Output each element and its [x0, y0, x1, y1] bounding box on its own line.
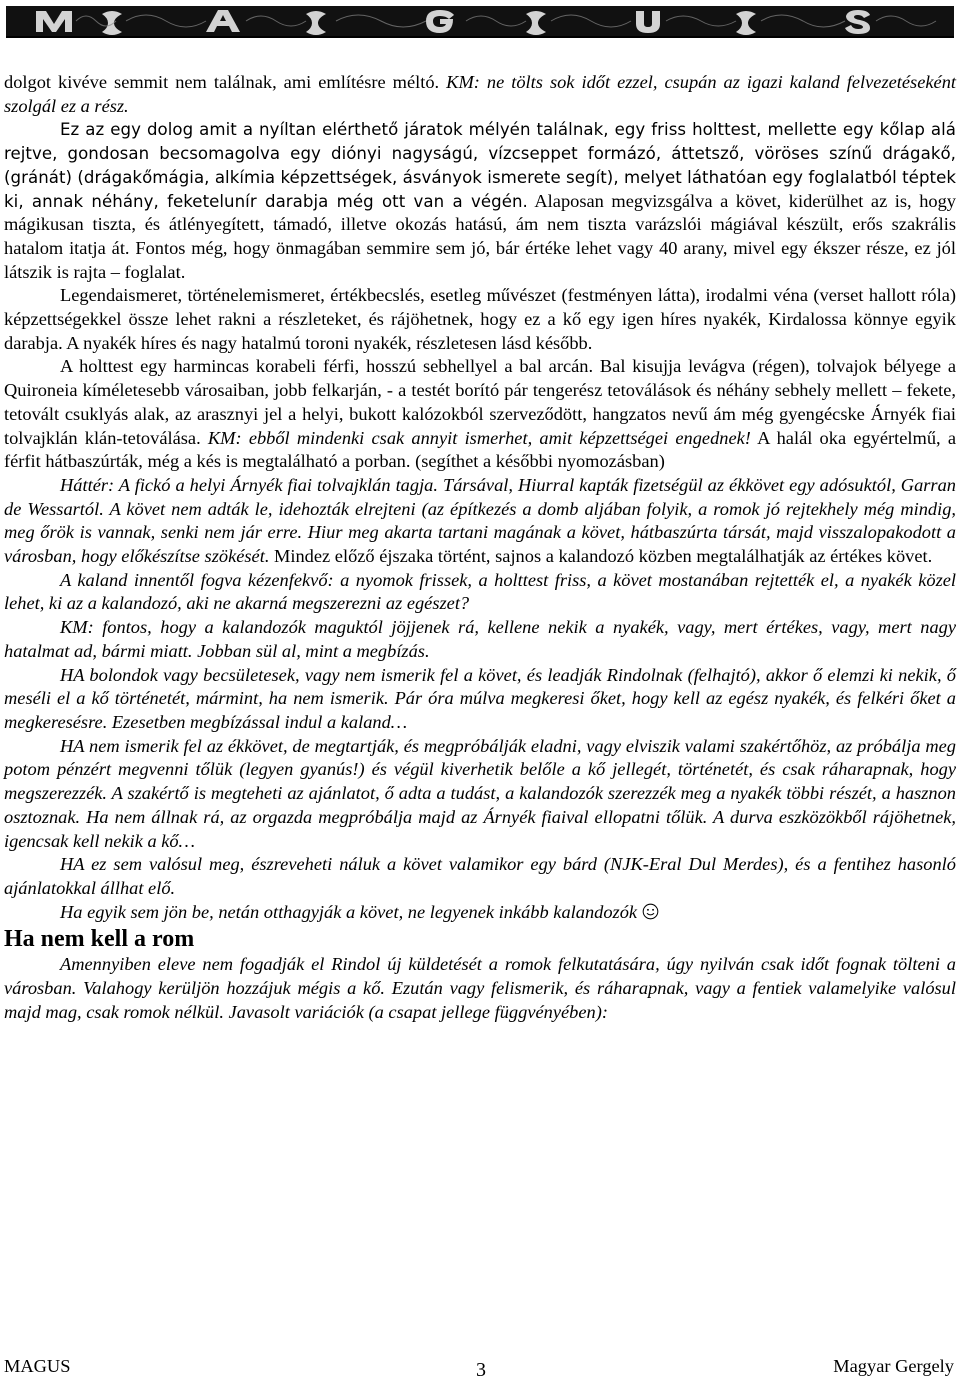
paragraph: HA bolondok vagy becsületesek, vagy nem ismerik fel a követ, és leadják Rindolnak (felhajtó), akkor ő elemzi ki nekik, ő meséli el a kő történetét, mármint, ha nem ismerik. Pár óra múlva megkeresi őket, hogy kell az egész nyakék, és felkéri őket a megkeresésre. Ezesetben megbízással indul a kaland… — [4, 664, 956, 732]
text-run: Mindez előző éjszaka történt, sajnos a kalandozó közben megtalálhatják az értékes követ. — [269, 546, 933, 567]
page-footer — [4, 1354, 954, 1381]
paragraph: HA ez sem valósul meg, észreveheti náluk a követ valamikor egy bárd (NJK-Eral Dul Merdes), és a fentihez hasonló ajánlatokkal állhat elő. — [4, 854, 956, 898]
paragraph — [4, 474, 956, 569]
text-run: Legendaismeret, történelemismeret, értékbecslés, esetleg művészet (festményen látta), irodalmi véna (verset hallott róla) képzettségekkel össze lehet rakni a részleteket, és rájöhetnek, hogy ez a kő egy igen híres nyakék, Kirdalossa könnye egyik darabja. A nyakék híres és nagy hatalmú toroni nyakék, részletesen lásd később. — [4, 285, 956, 353]
background-note: Háttér: A fickó a helyi Árnyék fiai tolvajklán tagja. Társával, Hiurral kapták fizetségül az ékkövet egy adósuktól, Garran de Wessartól. A követ nem adták le, idehozták elrejteni (az építkezés a domb aljában folyik, a romok jó rejtekhely még mindig, meg őrök is vannak, senki nem jár erre. Hiur meg akarta tartani magának a követ, hátbaszúrta társát, majd visszalopakodott a városban, hogy előkészítse szökését. — [4, 474, 956, 567]
text-run: dolgot kivéve semmit nem találnak, ami említésre méltó. — [4, 72, 447, 92]
text-run: A halál oka egyértelmű, a férfit hátbaszúrták, még a kés is megtalálható a porban. (segíthet a későbbi nyomozásban) — [4, 427, 957, 472]
paragraph — [4, 901, 956, 925]
text-run: Ha egyik sem jön be, netán otthagyják a követ, ne legyenek inkább kalandozók — [60, 901, 642, 922]
paragraph: KM: fontos, hogy a kalandozók maguktól jöjjenek rá, kellene nekik a nyakék, vagy, mert értékes, vagy, mert nagy hatalmat ad, bármi miatt. Jobban sül al, mint a megbízás. — [4, 617, 956, 661]
smiley-face-icon — [642, 903, 659, 920]
page-body — [4, 71, 956, 1024]
header-banner — [6, 6, 954, 38]
gm-note: KM: ebből mindenki csak annyit ismerhet, amit képzettségei engednek! — [207, 427, 751, 448]
paragraph — [4, 355, 956, 474]
footer-author: Magyar Gergely — [833, 1356, 954, 1376]
text-run: Ez az egy dolog amit a nyíltan elérthető járatok mélyén találnak, egy friss holttest, mellette egy kőlap alá rejtve, gondosan becsomagolva egy diónyi nagyságú, vízcseppet formázó, áttetsző, vöröses színű drágakő, (gránát) (drágakőmágia, alkímia képzettségek, ásványok ismerete segít), melyet láthatóan egy foglalatból téptek ki, annak néhány, feketelunír darabja még ott van a végén. — [4, 120, 956, 211]
paragraph: HA nem ismerik fel az ékkövet, de megtartják, és megpróbálják eladni, vagy elviszik valami szakértőhöz, az próbálja meg potom pénzért megvenni tőlük (legyen gyanús!) és végül kiverhetik belőle a kő jellegét, történetét, és csak ráharapnak, hogy megszerezzék. A szakértő is megteheti az ajánlatot, ő adta a tudást, a kalandozók szerezzék meg a nyakék többi részét, a hasznon osztoznak. Ha nem állnak rá, az orgazda megpróbálja majd az Árnyék fiaival ellopatni tőlük. A durva eszközökből rájöhetnek, igencsak kell nekik a kő… — [4, 735, 956, 851]
paragraph — [4, 71, 956, 118]
text-run: A holttest egy harmincas korabeli férfi, hosszú sebhellyel a bal arcán. Bal kisujja levágva (régen), tolvajok bélyege a Quironeia kíméletesebb városaiban, jobb felkarján, - a testét borító pár tengerész tetoválások és néhány sebhely mellett – fekete, tetovált csuklyás alak, az arasznyi jel a helyi, bukott kalózokból szerveződött, hangzatos nevű ám még gyengécske Árnyék fiai tolvajklán klán-tetoválása. — [4, 356, 956, 448]
magus-logo-banner — [6, 6, 954, 36]
paragraph: Amennyiben eleve nem fogadják el Rindol új küldetését a romok felkutatására, úgy nyilván csak időt fognak tölteni a városban. Valahogy kerüljön hozzájuk mégis a kő. Ezután vagy felismerik, és ráharapnak, vagy a fentiek valamelyike valósul majd mag, csak romok nélkül. Javasolt variációk (a csapat jellege függvényében): — [4, 954, 956, 1022]
text-run: Alaposan megvizsgálva a követ, kiderülhet az is, hogy mágikusan tiszta, és átlényegített, támadó, illetve okozás hatású, ám nem tiszta varázslói mágiával készült, erős szakrális hatalom itatja át. Fontos még, hogy önmagában semmire sem jó, bár értéke lehet vagy 40 arany, mivel egy ékszer része, ez jól látszik is rajta – foglalat. — [4, 190, 956, 282]
page-number: 3 — [476, 1359, 486, 1381]
paragraph: A kaland innentől fogva kézenfekvő: a nyomok frissek, a holttest friss, a követ mostanában rejtették el, a nyakék közel lehet, ki az a kalandozó, aki ne akarná megszerezni az egészet? — [4, 569, 956, 614]
section-heading: Ha nem kell a rom — [4, 926, 195, 953]
paragraph — [4, 284, 956, 355]
paragraph — [4, 118, 956, 284]
gm-note: KM: ne tölts sok időt ezzel, csupán az igazi kaland felvezetéseként szolgál ez a rész. — [4, 72, 956, 116]
footer-title: MAGUS — [4, 1356, 71, 1376]
